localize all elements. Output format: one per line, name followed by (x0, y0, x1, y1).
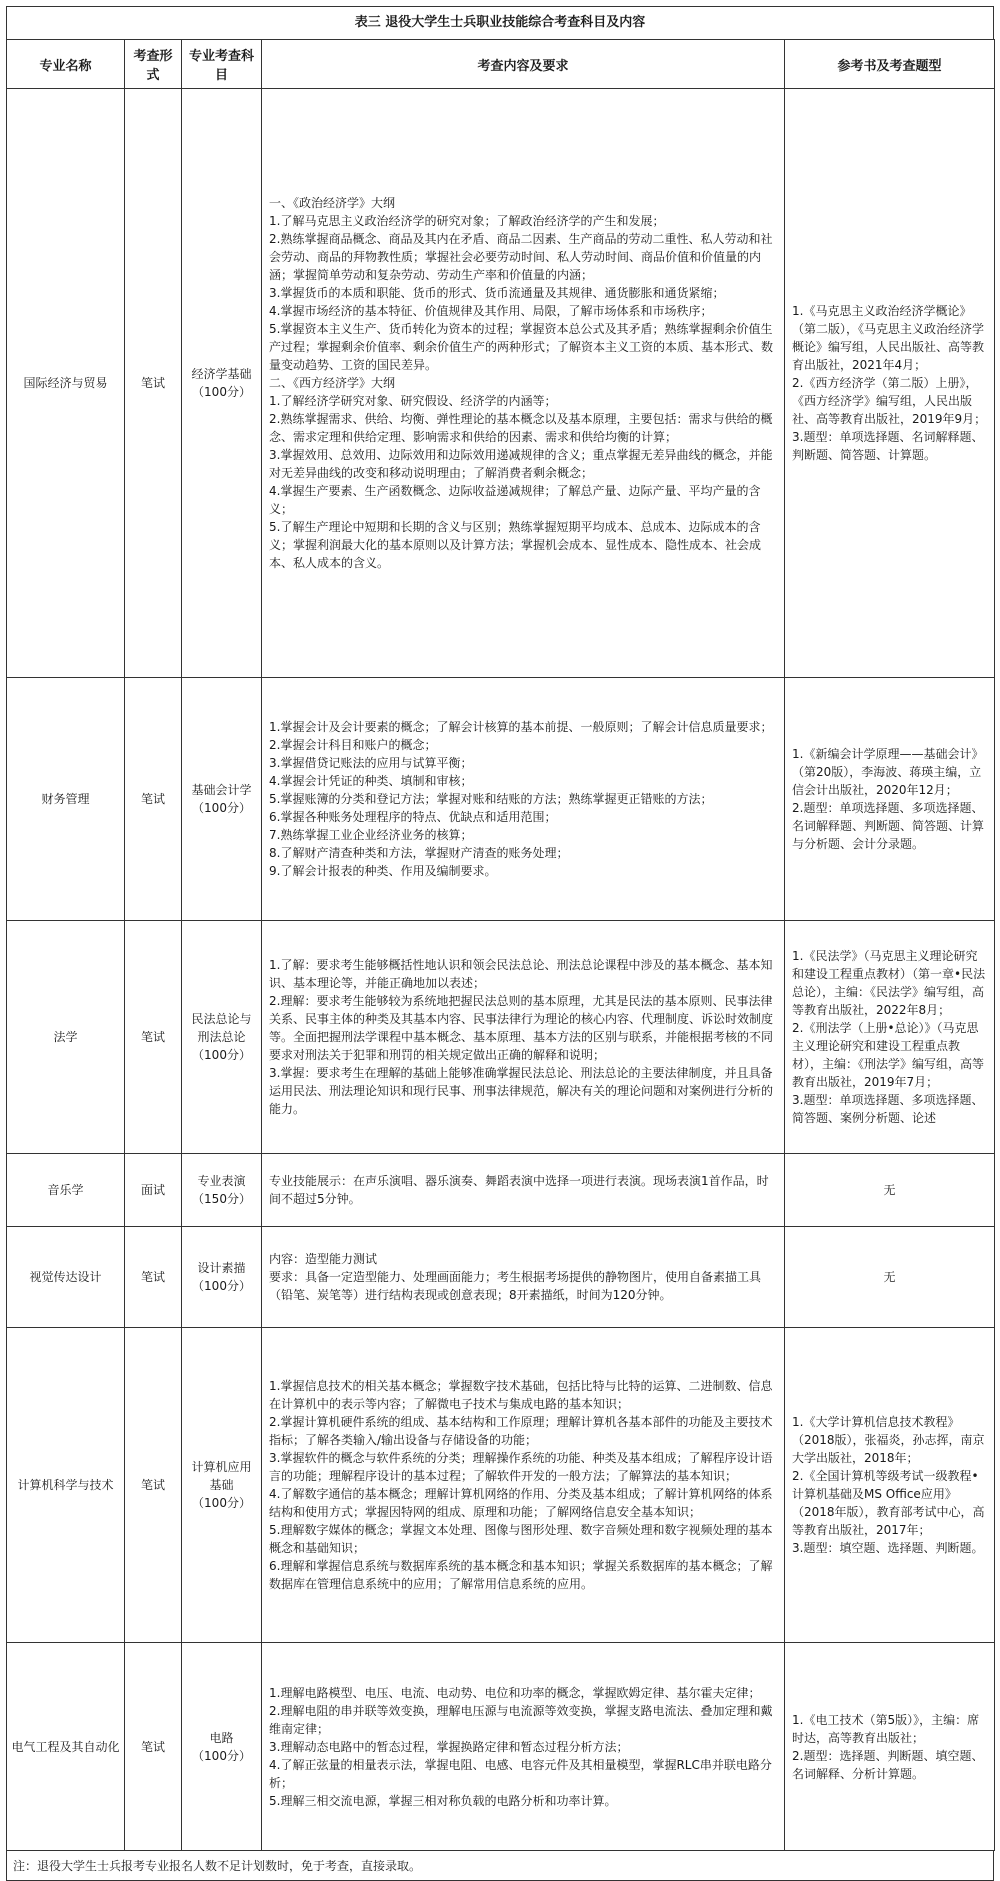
exam-table (6, 39, 995, 1851)
exam-subject: 设计素描 (197, 1261, 246, 1275)
exam-content-cell (262, 1643, 785, 1851)
book-line: 1.《民法学》（马克思主义理论研究和建设工程重点教材）（第一章•民法总论），主编：《民法学》编写组，高等教育出版社，2022年8月； (792, 949, 986, 1017)
content-line: 5.掌握资本主义生产、货币转化为资本的过程；掌握资本总公式及其矛盾；熟练掌握剩余价值生产过程；掌握剩余价值率、剩余价值生产的两种形式；了解资本主义工资的本质、基本形式、数量变动趋势、工资的国民差异。 (269, 322, 774, 372)
content-line: 5.理解数字媒体的概念；掌握文本处理、图像与图形处理、数字音频处理和数字视频处理的基本概念和基础知识； (269, 1523, 773, 1555)
content-line: 5.了解生产理论中短期和长期的含义与区别；熟练掌握短期平均成本、总成本、边际成本的含义；掌握利润最大化的基本原则以及计算方法；掌握机会成本、显性成本、隐性成本、社会成本、私人成本的含义。 (269, 520, 762, 570)
content-line: 5.掌握账簿的分类和登记方法；掌握对账和结账的方法；熟练掌握更正错账的方法； (269, 792, 713, 806)
exam-form-cell (125, 1328, 182, 1643)
content-line: 2.熟练掌握需求、供给、均衡、弹性理论的基本概念以及基本原理，主要包括：需求与供给的概念、需求定理和供给定理、影响需求和供给的因素、需求和供给均衡的计算； (269, 412, 773, 444)
exam-subject-cell (182, 1328, 262, 1643)
content-line: 二、《西方经济学》大纲 (269, 376, 396, 390)
exam-score: （100分） (192, 1279, 251, 1293)
exam-score: （100分） (192, 1496, 251, 1510)
major-name-cell (7, 921, 125, 1154)
reference-books-cell (785, 1227, 995, 1328)
exam-subject: 民法总论与刑法总论 (191, 1012, 252, 1044)
content-line: 2.熟练掌握商品概念、商品及其内在矛盾、商品二因素、生产商品的劳动二重性、私人劳动和社会劳动、商品的拜物教性质；掌握社会必要劳动时间、私人劳动时间、商品价值和价值量的内涵；掌握简单劳动和复杂劳动、劳动生产率和价值量的内涵； (269, 232, 773, 282)
book-line: 无 (883, 1183, 896, 1197)
header-subject: 专业考查科目 (182, 40, 262, 89)
exam-score: （100分） (192, 1048, 251, 1062)
table-row (7, 1328, 995, 1643)
content-line: 1.掌握信息技术的相关基本概念；掌握数字技术基础，包括比特与比特的运算、二进制数、信息在计算机中的表示等内容；了解微电子技术与集成电路的基本知识； (269, 1379, 773, 1411)
exam-subject-cell (182, 921, 262, 1154)
exam-form-cell (125, 678, 182, 921)
table-row (7, 1643, 995, 1851)
book-line: 1.《大学计算机信息技术教程》（2018版），张福炎，孙志挥，南京大学出版社，2018年； (792, 1415, 985, 1465)
exam-content-cell (262, 678, 785, 921)
reference-books-cell (785, 678, 995, 921)
exam-subject: 电路 (209, 1730, 234, 1745)
content-line: 专业技能展示：在声乐演唱、器乐演奏、舞蹈表演中选择一项进行表演。现场表演1首作品，时间不超过5分钟。 (269, 1174, 769, 1206)
major-name: 国际经济与贸易 (23, 376, 108, 390)
content-line: 内容：造型能力测试 (269, 1252, 378, 1266)
content-line: 3.掌握软件的概念与软件系统的分类；理解操作系统的功能、种类及基本组成；了解程序设计语言的功能；理解程序设计的基本过程；了解软件开发的一般方法；了解算法的基本知识； (269, 1451, 773, 1483)
exam-content-cell (262, 1154, 785, 1227)
exam-content-cell (262, 1227, 785, 1328)
exam-subject-cell (182, 1227, 262, 1328)
reference-books-cell (785, 1154, 995, 1227)
exam-form: 笔试 (140, 1478, 165, 1492)
content-line: 5.理解三相交流电源，掌握三相对称负载的电路分析和功率计算。 (269, 1793, 617, 1808)
exam-subject-cell (182, 1643, 262, 1851)
exam-subject: 计算机应用基础 (191, 1460, 252, 1492)
content-line: 一、《政治经济学》大纲 (269, 196, 396, 210)
exam-form-cell (125, 1227, 182, 1328)
exam-score: （150分） (192, 1192, 251, 1206)
major-name: 音乐学 (47, 1183, 84, 1197)
content-line: 3.掌握效用、总效用、边际效用和边际效用递减规律的含义；重点掌握无差异曲线的概念，并能对无差异曲线的改变和移动说明理由；了解消费者剩余概念； (269, 448, 773, 480)
book-line: 2.《刑法学（上册•总论）》（马克思主义理论研究和建设工程重点教材），主编：《刑法学》编写组，高等教育出版社，2019年7月； (792, 1021, 985, 1089)
header-books: 参考书及考查题型 (785, 40, 995, 89)
header-content: 考查内容及要求 (262, 40, 785, 89)
major-name: 计算机科学与技术 (17, 1478, 114, 1492)
exam-subject-cell (182, 89, 262, 678)
book-line: 1.《新编会计学原理——基础会计》（第20版），李海波、蒋瑛主编，立信会计出版社，2020年12月； (792, 747, 984, 797)
exam-subject: 经济学基础 (191, 367, 252, 381)
content-line: 2.理解：要求考生能够较为系统地把握民法总则的基本原理，尤其是民法的基本原则、民事法律关系、民事主体的种类及其基本内容、民事法律行为理论的核心内容、代理制度、诉讼时效制度等。全面把握刑法学课程中基本概念、基本原理、基本方法的区别与联系，并能根据考核的不同要求对刑法关于犯罪和刑罚的相关规定做出正确的解释和说明； (269, 994, 774, 1062)
major-name: 法学 (53, 1030, 78, 1044)
table-row (7, 1154, 995, 1227)
document-page (6, 6, 994, 1881)
reference-books-cell (785, 1328, 995, 1643)
table-row (7, 921, 995, 1154)
table-body (7, 89, 995, 1851)
major-name-cell (7, 89, 125, 678)
book-line: 1.《马克思主义政治经济学概论》（第二版），《马克思主义政治经济学概论》编写组，人民出版社、高等教育出版社，2021年4月； (792, 304, 985, 372)
content-line: 6.理解和掌握信息系统与数据库系统的基本概念和基本知识；掌握关系数据库的基本概念；了解数据库在管理信息系统中的应用；了解常用信息系统的应用。 (269, 1559, 773, 1591)
exam-form-cell (125, 89, 182, 678)
exam-score: （100分） (192, 1748, 251, 1763)
book-line: 无 (883, 1270, 896, 1284)
content-line: 4.了解数字通信的基本概念；理解计算机网络的作用、分类及基本组成；了解计算机网络的体系结构和使用方式；掌握因特网的组成、原理和功能；了解网络信息安全基本知识； (269, 1487, 773, 1519)
content-line: 1.了解：要求考生能够概括性地认识和领会民法总论、刑法总论课程中涉及的基本概念、基本知识、基本理论等，并能正确地加以表述； (269, 958, 773, 990)
content-line: 4.了解正弦量的相量表示法，掌握电阻、电感、电容元件及其相量模型，掌握RLC串并联电路分析； (269, 1757, 772, 1790)
table-row (7, 678, 995, 921)
book-line: 1.《电工技术（第5版）》，主编：席时达，高等教育出版社； (792, 1712, 980, 1745)
book-line: 3.题型：填空题、选择题、判断题。 (792, 1541, 984, 1555)
exam-subject: 基础会计学 (191, 783, 252, 797)
major-name-cell (7, 1154, 125, 1227)
content-line: 3.掌握：要求考生在理解的基础上能够准确掌握民法总论、刑法总论的主要法律制度，并且具备运用民法、刑法理论知识和现行民事、刑事法律规范，解决有关的理论问题和对案例进行分析的能力。 (269, 1066, 774, 1116)
content-line: 1.了解经济学研究对象、研究假设、经济学的内涵等； (269, 394, 557, 408)
content-line: 4.掌握生产要素、生产函数概念、边际收益递减规律；了解总产量、边际产量、平均产量的含义； (269, 484, 761, 516)
exam-form: 笔试 (140, 1739, 165, 1754)
exam-content-cell (262, 89, 785, 678)
exam-form: 面试 (140, 1183, 165, 1197)
major-name-cell (7, 1643, 125, 1851)
exam-form-cell (125, 921, 182, 1154)
book-line: 3.题型：单项选择题、名词解释题、判断题、简答题、计算题。 (792, 430, 984, 462)
exam-form: 笔试 (140, 792, 165, 806)
exam-content-cell (262, 1328, 785, 1643)
exam-form-cell (125, 1154, 182, 1227)
exam-content-cell (262, 921, 785, 1154)
content-line: 7.熟练掌握工业企业经济业务的核算； (269, 828, 473, 842)
content-line: 6.掌握各种账务处理程序的特点、优缺点和适用范围； (269, 810, 557, 824)
major-name-cell (7, 1328, 125, 1643)
content-line: 4.掌握市场经济的基本特征、价值规律及其作用、局限，了解市场体系和市场秩序； (269, 304, 713, 318)
header-major: 专业名称 (7, 40, 125, 89)
book-line: 2.《西方经济学（第二版）上册》，《西方经济学》编写组，人民出版社、高等教育出版社，2019年9月； (792, 376, 987, 426)
content-line: 1.掌握会计及会计要素的概念；了解会计核算的基本前提、一般原则；了解会计信息质量要求； (269, 720, 773, 734)
exam-form: 笔试 (140, 1030, 165, 1044)
exam-subject: 专业表演 (197, 1174, 246, 1188)
exam-form: 笔试 (140, 1270, 165, 1284)
content-line: 9.了解会计报表的种类、作用及编制要求。 (269, 864, 497, 878)
exam-form-cell (125, 1643, 182, 1851)
content-line: 2.理解电阻的串并联等效变换，理解电压源与电流源等效变换，掌握支路电流法、叠加定理和戴维南定律； (269, 1703, 773, 1736)
major-name: 电气工程及其自动化 (11, 1739, 120, 1754)
table-row (7, 89, 995, 678)
book-line: 2.《全国计算机等级考试一级教程•计算机基础及MS Office应用》（2018年版），教育部考试中心，高等教育出版社，2017年； (792, 1469, 985, 1537)
header-form: 考查形式 (125, 40, 182, 89)
exam-score: （100分） (192, 801, 251, 815)
book-line: 2.题型：选择题、判断题、填空题、名词解释、分析计算题。 (792, 1748, 984, 1781)
content-line: 1.了解马克思主义政治经济学的研究对象；了解政治经济学的产生和发展； (269, 214, 665, 228)
exam-subject-cell (182, 1154, 262, 1227)
table-row (7, 1227, 995, 1328)
content-line: 2.掌握会计科目和账户的概念； (269, 738, 437, 752)
footnote: 注：退役大学生士兵报考专业报名人数不足计划数时，免于考查，直接录取。 (6, 1851, 994, 1881)
content-line: 4.掌握会计凭证的种类、填制和审核； (269, 774, 473, 788)
content-line: 3.理解动态电路中的暂态过程，掌握换路定律和暂态过程分析方法； (269, 1739, 629, 1754)
reference-books-cell (785, 1643, 995, 1851)
content-line: 3.掌握借贷记账法的应用与试算平衡； (269, 756, 473, 770)
reference-books-cell (785, 921, 995, 1154)
major-name-cell (7, 1227, 125, 1328)
header-row (7, 40, 995, 89)
major-name: 视觉传达设计 (29, 1270, 102, 1284)
book-line: 3.题型：单项选择题、多项选择题、简答题、案例分析题、论述 (792, 1093, 984, 1125)
content-line: 1.理解电路模型、电压、电流、电动势、电位和功率的概念，掌握欧姆定律、基尔霍夫定律； (269, 1685, 761, 1700)
content-line: 3.掌握货币的本质和职能、货币的形式、货币流通量及其规律、通货膨胀和通货紧缩； (269, 286, 725, 300)
book-line: 2.题型：单项选择题、多项选择题、名词解释题、判断题、简答题、计算与分析题、会计分录题。 (792, 801, 985, 851)
major-name: 财务管理 (41, 792, 90, 806)
exam-score: （100分） (192, 385, 251, 399)
exam-form: 笔试 (140, 376, 165, 390)
major-name-cell (7, 678, 125, 921)
content-line: 8.了解财产清查种类和方法，掌握财产清查的账务处理； (269, 846, 569, 860)
exam-subject-cell (182, 678, 262, 921)
content-line: 2.掌握计算机硬件系统的组成、基本结构和工作原理；理解计算机各基本部件的功能及主要技术指标；了解各类输入/输出设备与存储设备的功能； (269, 1415, 773, 1447)
content-line: 要求：具备一定造型能力、处理画面能力；考生根据考场提供的静物图片，使用自备素描工具（铅笔、炭笔等）进行结构表现或创意表现；8开素描纸，时间为120分钟。 (269, 1270, 762, 1302)
table-title: 表三 退役大学生士兵职业技能综合考查科目及内容 (6, 6, 994, 39)
reference-books-cell (785, 89, 995, 678)
